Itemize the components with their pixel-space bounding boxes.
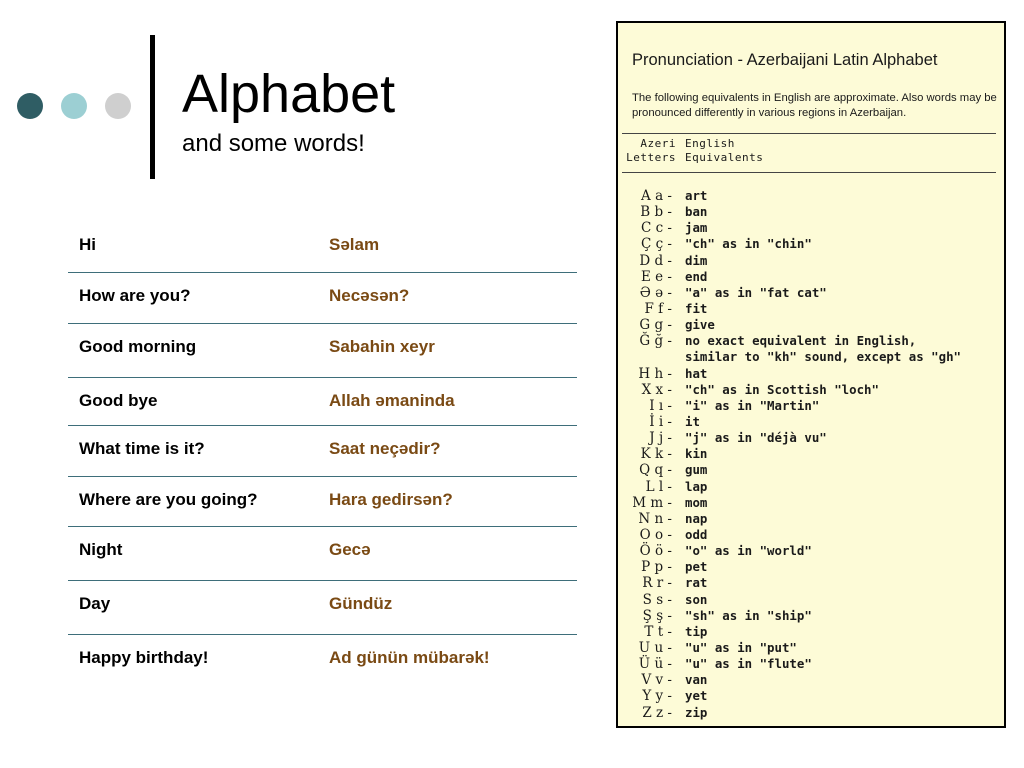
letter-row [618, 479, 1004, 495]
letter-row [618, 398, 1004, 414]
letter-row [618, 624, 1004, 640]
letter-row [618, 414, 1004, 430]
azeri-letter: Ş ş - [642, 607, 672, 624]
letter-row [618, 705, 1004, 721]
chart-title: Pronunciation - Azerbaijani Latin Alphabet [632, 51, 938, 69]
phrase-table [68, 222, 577, 685]
english-equivalent-continued: similar to "kh" sound, except as "gh" [685, 349, 962, 365]
english-equivalent: no exact equivalent in English, [685, 333, 917, 349]
letter-row [618, 608, 1004, 624]
english-equivalent: "j" as in "déjà vu" [685, 430, 827, 446]
header-azeri-line1: Azeri [640, 137, 676, 150]
azeri-letter: Y y - [642, 688, 672, 705]
azeri-letter: Ç ç - [640, 236, 672, 253]
english-equivalent: "i" as in "Martin" [685, 397, 820, 413]
letter-list [618, 188, 1004, 721]
azeri-letter: V v - [641, 672, 672, 689]
english-equivalent: "u" as in "flute" [685, 656, 812, 672]
title-divider [150, 35, 155, 179]
azeri-letter: P p - [641, 559, 672, 576]
phrase-azerbaijani: Hara gedirsən? [329, 490, 453, 509]
english-equivalent: rat [685, 575, 708, 591]
slide-title: Alphabet [182, 64, 396, 124]
letter-row [618, 495, 1004, 511]
azeri-letter: C c - [640, 220, 672, 237]
azeri-letter: U u - [638, 639, 672, 656]
phrase-row [68, 378, 577, 426]
letter-row [618, 220, 1004, 236]
letter-row [618, 575, 1004, 591]
english-equivalent: kin [685, 446, 708, 462]
phrase-azerbaijani: Səlam [329, 235, 380, 254]
azeri-letter: N n - [638, 510, 672, 527]
azeri-letter: Ö ö - [639, 543, 672, 560]
phrase-english: Night [79, 540, 123, 559]
letter-row [618, 688, 1004, 704]
letter-row [618, 446, 1004, 462]
header-azeri-letters [624, 137, 676, 165]
letter-row [618, 285, 1004, 301]
letter-row [618, 188, 1004, 204]
english-equivalent: son [685, 591, 708, 607]
english-equivalent: "o" as in "world" [685, 543, 812, 559]
azeri-letter: M m - [632, 494, 672, 511]
english-equivalent: "a" as in "fat cat" [685, 284, 827, 300]
letter-row [618, 430, 1004, 446]
phrase-english: Where are you going? [79, 490, 258, 509]
azeri-letter: R r - [642, 575, 672, 592]
letter-row [618, 301, 1004, 317]
light-teal-dot [61, 93, 87, 119]
english-equivalent: jam [685, 220, 708, 236]
azeri-letter: J j - [649, 430, 672, 447]
header-rule-bottom [622, 172, 996, 173]
letter-row [618, 672, 1004, 688]
english-equivalent: "u" as in "put" [685, 639, 797, 655]
azeri-letter: Q q - [639, 462, 672, 479]
english-equivalent: give [685, 317, 715, 333]
header-english-line2: Equivalents [685, 151, 764, 164]
phrase-azerbaijani: Gündüz [329, 594, 393, 613]
phrase-english: Good morning [79, 337, 197, 356]
letter-row [618, 333, 1004, 365]
azeri-letter: F f - [644, 300, 672, 317]
phrase-row [68, 527, 577, 581]
letter-row [618, 253, 1004, 269]
english-equivalent: yet [685, 688, 708, 704]
english-equivalent: pet [685, 559, 708, 575]
phrase-english: Happy birthday! [79, 648, 209, 667]
phrase-english: Day [79, 594, 111, 613]
header-azeri-line2: Letters [626, 151, 676, 164]
english-equivalent: fit [685, 300, 708, 316]
azeri-letter: D d - [639, 252, 672, 269]
english-equivalent: nap [685, 510, 708, 526]
english-equivalent: dim [685, 252, 708, 268]
english-equivalent: hat [685, 365, 708, 381]
azeri-letter: İ i - [649, 413, 672, 430]
phrase-english: Hi [79, 235, 96, 254]
english-equivalent: tip [685, 623, 708, 639]
english-equivalent: "sh" as in "ship" [685, 607, 812, 623]
azeri-letter: B b - [640, 204, 672, 221]
slide-subtitle: and some words! [182, 130, 365, 157]
letter-row [618, 656, 1004, 672]
phrase-row [68, 581, 577, 635]
azeri-letter: O o - [639, 526, 672, 543]
azeri-letter: G g - [639, 317, 672, 334]
phrase-azerbaijani: Allah əmaninda [329, 391, 455, 410]
english-equivalent: mom [685, 494, 708, 510]
azeri-letter: E e - [641, 268, 672, 285]
azeri-letter: L l - [645, 478, 672, 495]
letter-row [618, 204, 1004, 220]
header-rule-top [622, 133, 996, 134]
phrase-azerbaijani: Necəsən? [329, 286, 410, 305]
phrase-row [68, 635, 577, 685]
letter-row [618, 382, 1004, 398]
english-equivalent: van [685, 672, 708, 688]
azeri-letter: Z z - [642, 704, 672, 721]
phrase-row [68, 477, 577, 527]
english-equivalent: odd [685, 526, 708, 542]
letter-row [618, 640, 1004, 656]
azeri-letter: Ü ü - [638, 656, 672, 673]
azeri-letter: Ə ə - [639, 284, 672, 301]
phrase-row [68, 324, 577, 378]
azeri-letter: Ğ ğ - [639, 333, 672, 350]
english-equivalent: ban [685, 204, 708, 220]
pronunciation-chart [616, 21, 1006, 728]
phrase-azerbaijani: Gecə [329, 540, 371, 559]
phrase-english: What time is it? [79, 439, 205, 458]
letter-row [618, 559, 1004, 575]
header-english-equivalents [685, 137, 763, 165]
english-equivalent: lap [685, 478, 708, 494]
phrase-english: How are you? [79, 286, 191, 305]
phrase-row [68, 426, 577, 477]
phrase-english: Good bye [79, 391, 158, 410]
decorative-dots [17, 93, 132, 121]
azeri-letter: S s - [642, 591, 672, 608]
english-equivalent: it [685, 413, 700, 429]
english-equivalent: end [685, 268, 708, 284]
azeri-letter: A a - [641, 188, 672, 204]
english-equivalent: art [685, 188, 708, 203]
phrase-azerbaijani: Ad günün mübarək! [329, 648, 490, 667]
chart-intro: The following equivalents in English are approximate. Also words may be pronounced differently in various regions in Azerbaijan. [632, 92, 997, 119]
header-english-line1: English [685, 137, 735, 150]
letter-row [618, 236, 1004, 252]
phrase-row [68, 222, 577, 273]
phrase-azerbaijani: Sabahin xeyr [329, 337, 435, 356]
phrase-azerbaijani: Saat neçədir? [329, 439, 441, 458]
letter-row [618, 511, 1004, 527]
letter-row [618, 269, 1004, 285]
azeri-letter: H h - [638, 365, 672, 382]
english-equivalent: "ch" as in "chin" [685, 236, 812, 252]
english-equivalent: zip [685, 704, 708, 720]
grey-dot [105, 93, 131, 119]
letter-row [618, 317, 1004, 333]
letter-row [618, 543, 1004, 559]
dark-teal-dot [17, 93, 43, 119]
azeri-letter: T t - [644, 623, 672, 640]
letter-row [618, 592, 1004, 608]
azeri-letter: I ı - [649, 397, 672, 414]
letter-row [618, 462, 1004, 478]
azeri-letter: X x - [641, 381, 672, 398]
english-equivalent: "ch" as in Scottish "loch" [685, 381, 879, 397]
letter-row [618, 527, 1004, 543]
azeri-letter: K k - [640, 446, 672, 463]
english-equivalent: gum [685, 462, 708, 478]
letter-row [618, 366, 1004, 382]
phrase-row [68, 273, 577, 324]
